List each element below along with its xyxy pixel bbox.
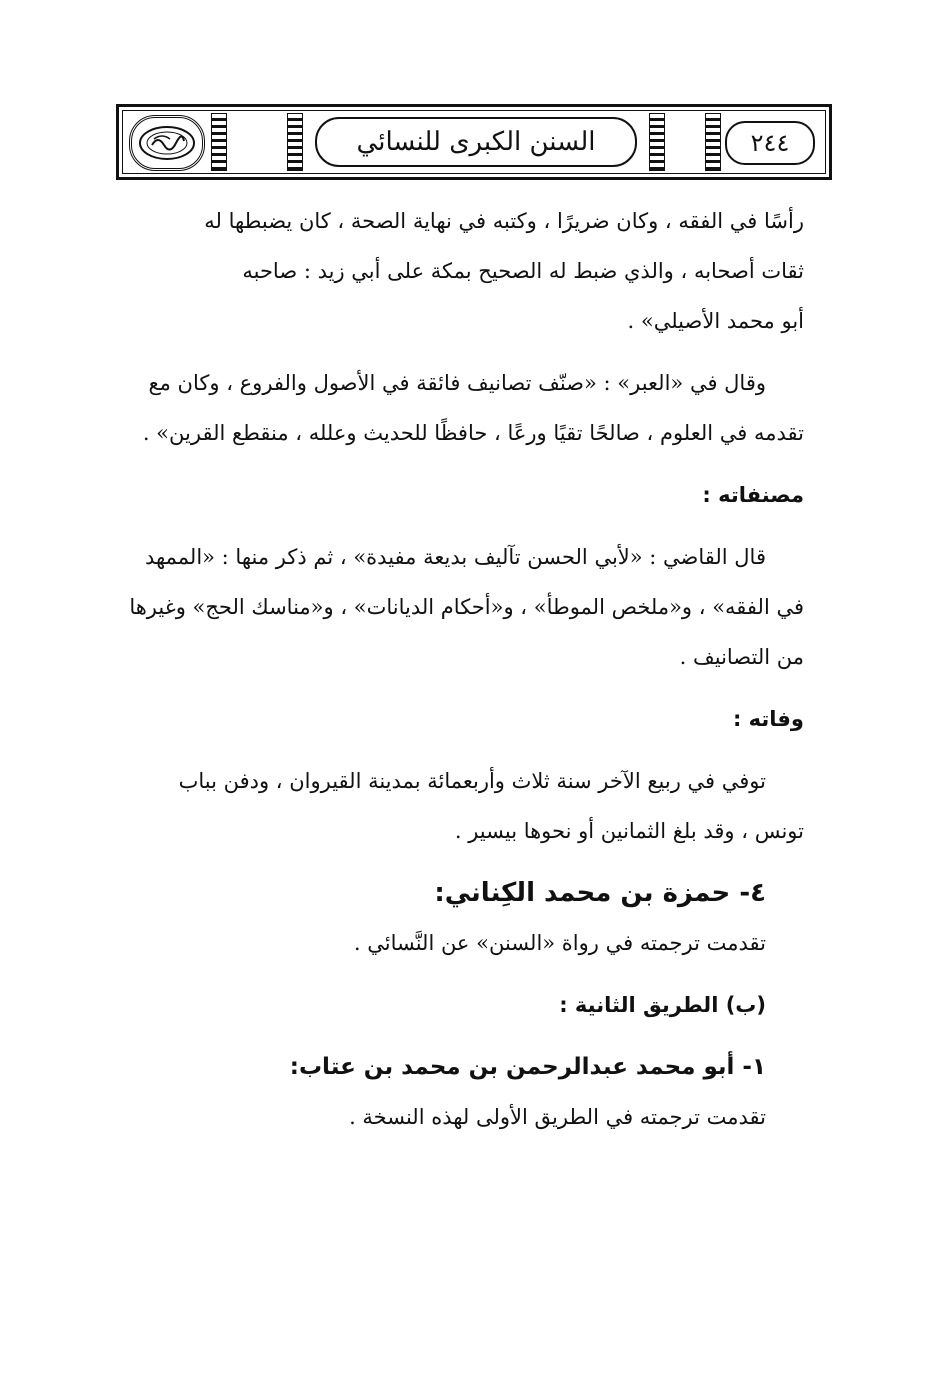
section-heading-works: مصنفاته : — [702, 483, 804, 507]
text-line: توفي في ربيع الآخر سنة ثلاث وأربعمائة بمدينة القيروان ، ودفن بباب — [178, 769, 766, 793]
text-line: تونس ، وقد بلغ الثمانين أو نحوها بيسير . — [454, 819, 804, 843]
narrator-heading-abu-muhammad: ١- أبو محمد عبدالرحمن بن محمد بن عتاب: — [289, 1054, 766, 1080]
running-title: السنن الكبرى للنسائي — [356, 127, 596, 157]
text-line: أبو محمد الأصيلي» . — [627, 309, 804, 333]
text-line: تقدمه في العلوم ، صالحًا تقيًا ورعًا ، حافظًا للحديث وعلله ، منقطع القرين» . — [142, 421, 804, 445]
page-number-cartouche — [725, 121, 815, 165]
book-seal-logo — [129, 115, 205, 171]
right-inner-ornament-band — [649, 113, 665, 171]
left-inner-ornament-band — [287, 113, 303, 171]
page-header-frame — [116, 104, 832, 180]
page-body — [118, 196, 804, 1142]
text-line: في الفقه» ، و«ملخص الموطأ» ، و«أحكام الديانات» ، و«مناسك الحج» وغيرها — [129, 595, 804, 619]
section-heading-death: وفاته : — [732, 707, 804, 731]
text-line: ثقات أصحابه ، والذي ضبط له الصحيح بمكة على أبي زيد : صاحبه — [242, 259, 804, 283]
page-number: ٢٤٤ — [750, 129, 790, 157]
text-line: قال القاضي : «لأبي الحسن تآليف بديعة مفيدة» ، ثم ذكر منها : «الممهد — [144, 545, 766, 569]
text-line: رأسًا في الفقه ، وكان ضريرًا ، وكتبه في نهاية الصحة ، كان يضبطها له — [204, 209, 804, 233]
narrator-heading-hamza: ٤- حمزة بن محمد الكِناني: — [434, 878, 766, 908]
section-heading-second-path: (ب) الطريق الثانية : — [559, 993, 766, 1017]
seal-ornament-icon — [136, 123, 198, 163]
text-line: من التصانيف . — [679, 645, 804, 669]
running-title-cartouche — [315, 117, 637, 167]
right-ornament-band — [705, 113, 721, 171]
left-ornament-band — [211, 113, 227, 171]
text-line: تقدمت ترجمته في الطريق الأولى لهذه النسخة . — [349, 1105, 766, 1129]
text-line: وقال في «العبر» : «صنّف تصانيف فائقة في الأصول والفروع ، وكان مع — [148, 371, 766, 395]
text-line: تقدمت ترجمته في رواة «السنن» عن النَّسائي . — [353, 931, 766, 955]
